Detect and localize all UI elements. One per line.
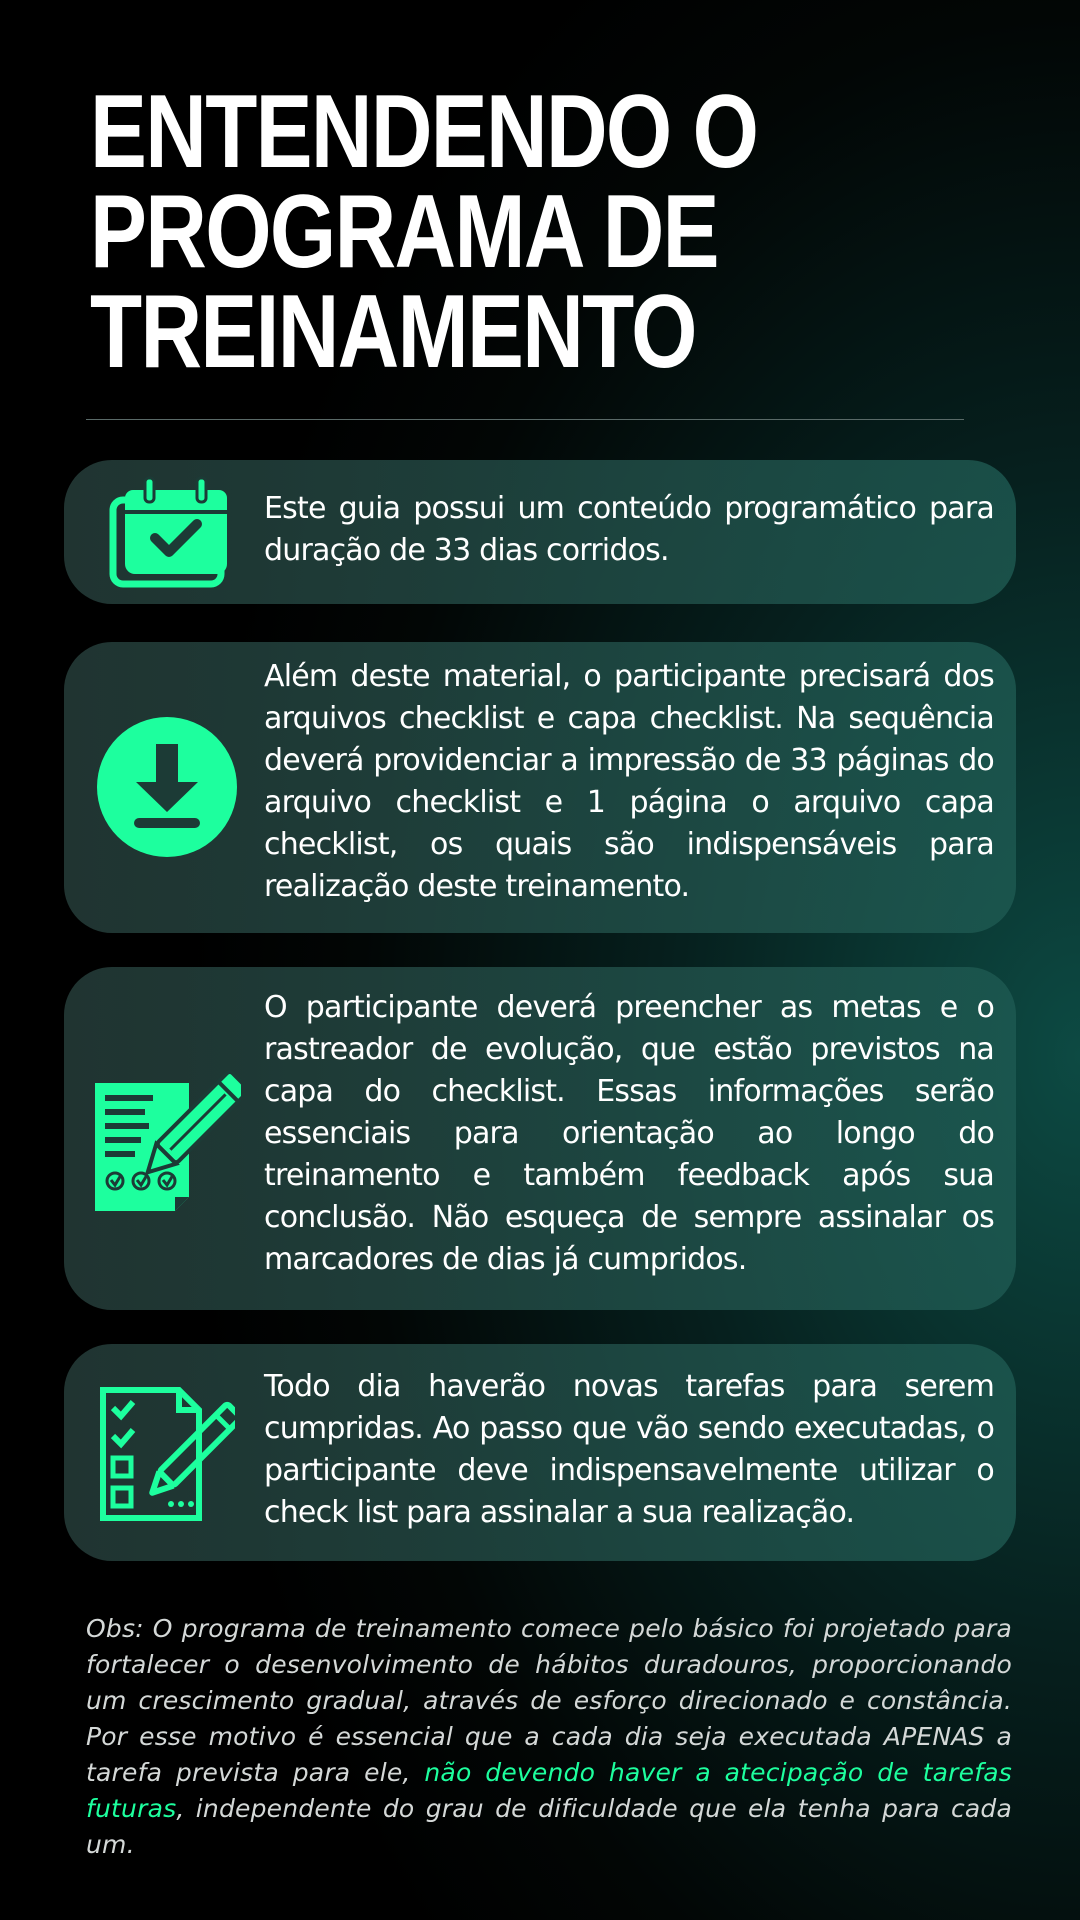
- note-highlight: não devendo haver a atecipação de tarefas futuras: [86, 1758, 1012, 1823]
- calendar-check-icon: [92, 470, 242, 594]
- info-card-materials: [64, 642, 1016, 933]
- card-text: Este guia possui um conteúdo programático para duração de 33 dias corridos.: [264, 491, 994, 568]
- card-text: Todo dia haverão novas tarefas para serem cumpridas. Ao passo que vão sendo executadas, o participante deve indispensavelmente utilizar o check list para assinalar a sua realização.: [264, 1369, 994, 1530]
- info-card-duration: [64, 460, 1016, 604]
- checklist-icon: [92, 1374, 242, 1534]
- title-divider: [86, 419, 964, 420]
- info-card-checklist: [64, 1344, 1016, 1561]
- download-icon: [92, 702, 242, 872]
- title-line-3: TREINAMENTO: [90, 274, 696, 390]
- card-text: O participante deverá preencher as metas e o rastreador de evolução, que estão previstos na capa do checklist. Essas informações serão essenciais para orientação ao longo do treinamento e também feedback após sua conclusão. Não esqueça de sempre assinalar os marcadores de dias já cumpridos.: [264, 990, 994, 1277]
- title-line-1: ENTENDENDO O: [90, 74, 758, 190]
- note-text-end: , independente do grau de dificuldade que ela tenha para cada um.: [86, 1794, 1012, 1859]
- card-text: Além deste material, o participante precisará dos arquivos checklist e capa checklist. Na sequência deverá providenciar a impressão de 33 páginas do arquivo checklist e 1 página o arquivo capa checklist, os quais são indispensáveis para realização deste treinamento.: [264, 659, 994, 904]
- note-text-start: Obs: O programa de treinamento comece pelo básico foi projetado para fortalecer o desenvolvimento de hábitos duradouros, proporcionando um crescimento gradual, através de esforço direcionado e constância. Por esse motivo é essencial que a cada dia seja executada APENAS a tarefa prevista para ele,: [86, 1614, 1012, 1787]
- title-line-2: PROGRAMA DE: [90, 174, 718, 290]
- info-card-goals: [64, 967, 1016, 1310]
- observation-note: [86, 1611, 1012, 1863]
- document-pencil-icon: [92, 1047, 242, 1237]
- page-title: [90, 74, 758, 390]
